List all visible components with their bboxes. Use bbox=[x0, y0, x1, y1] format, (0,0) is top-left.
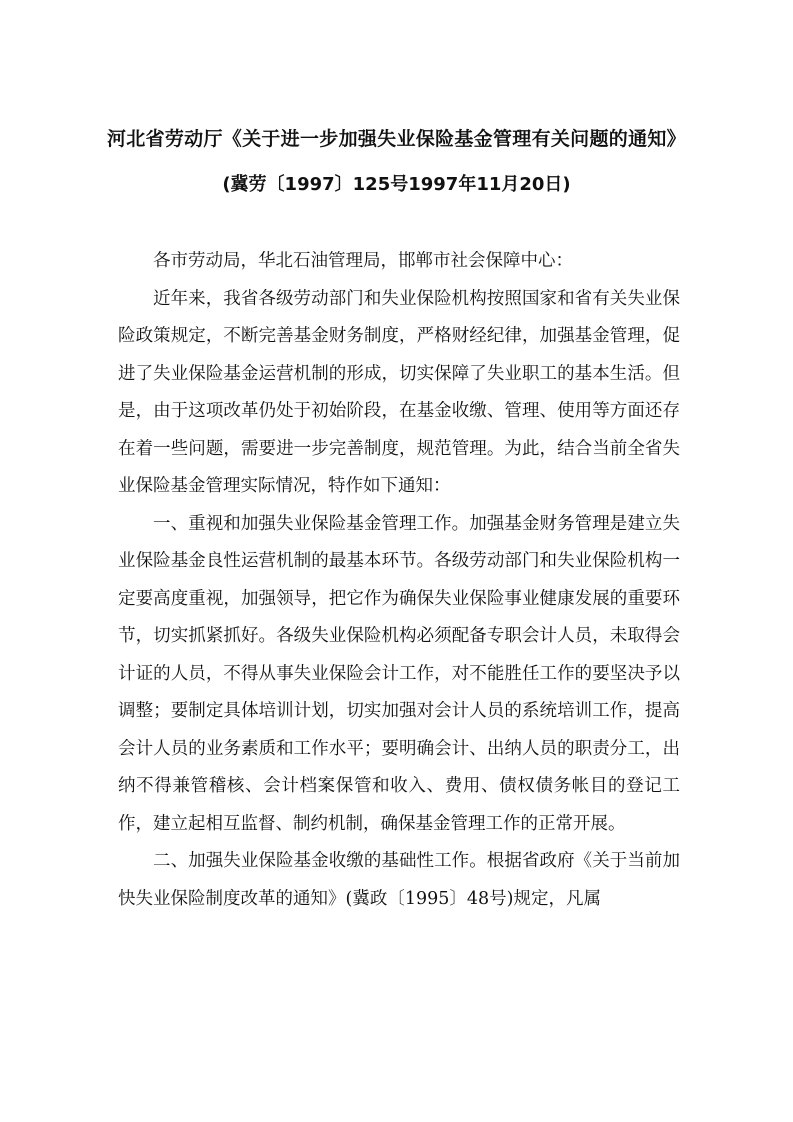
document-subtitle: (冀劳〔1997〕125号1997年11月20日) bbox=[222, 174, 571, 195]
document-body bbox=[118, 243, 680, 918]
paragraph-intro: 近年来，我省各级劳动部门和失业保险机构按照国家和省有关失业保险政策规定，不断完善基金财务制度，严格财经纪律，加强基金管理，促进了失业保险基金运营机制的形成，切实保障了失业职工的基本生活。但是，由于这项改革仍处于初始阶段，在基金收缴、管理、使用等方面还存在着一些问题，需要进一步完善制度，规范管理。为此，结合当前全省失业保险基金管理实际情况，特作如下通知： bbox=[118, 288, 680, 496]
document-title: 河北省劳动厅《关于进一步加强失业保险基金管理有关问题的通知》 bbox=[106, 128, 686, 150]
salutation: 各市劳动局，华北石油管理局，邯郸市社会保障中心： bbox=[153, 251, 573, 271]
paragraph-section-1: 一、重视和加强失业保险基金管理工作。加强基金财务管理是建立失业保险基金良性运营机制的最基本环节。各级劳动部门和失业保险机构一定要高度重视，加强领导，把它作为确保失业保险事业健康发展的重要环节，切实抓紧抓好。各级失业保险机构必须配备专职会计人员，未取得会计证的人员，不得从事失业保险会计工作，对不能胜任工作的要坚决予以调整；要制定具体培训计划，切实加强对会计人员的系统培训工作，提高会计人员的业务素质和工作水平；要明确会计、出纳人员的职责分工，出纳不得兼管稽核、会计档案保管和收入、费用、债权债务帐目的登记工作，建立起相互监督、制约机制，确保基金管理工作的正常开展。 bbox=[118, 513, 680, 834]
paragraph-section-2: 二、加强失业保险基金收缴的基础性工作。根据省政府《关于当前加快失业保险制度改革的通知》(冀政〔1995〕48号)规定，凡属 bbox=[118, 851, 680, 909]
